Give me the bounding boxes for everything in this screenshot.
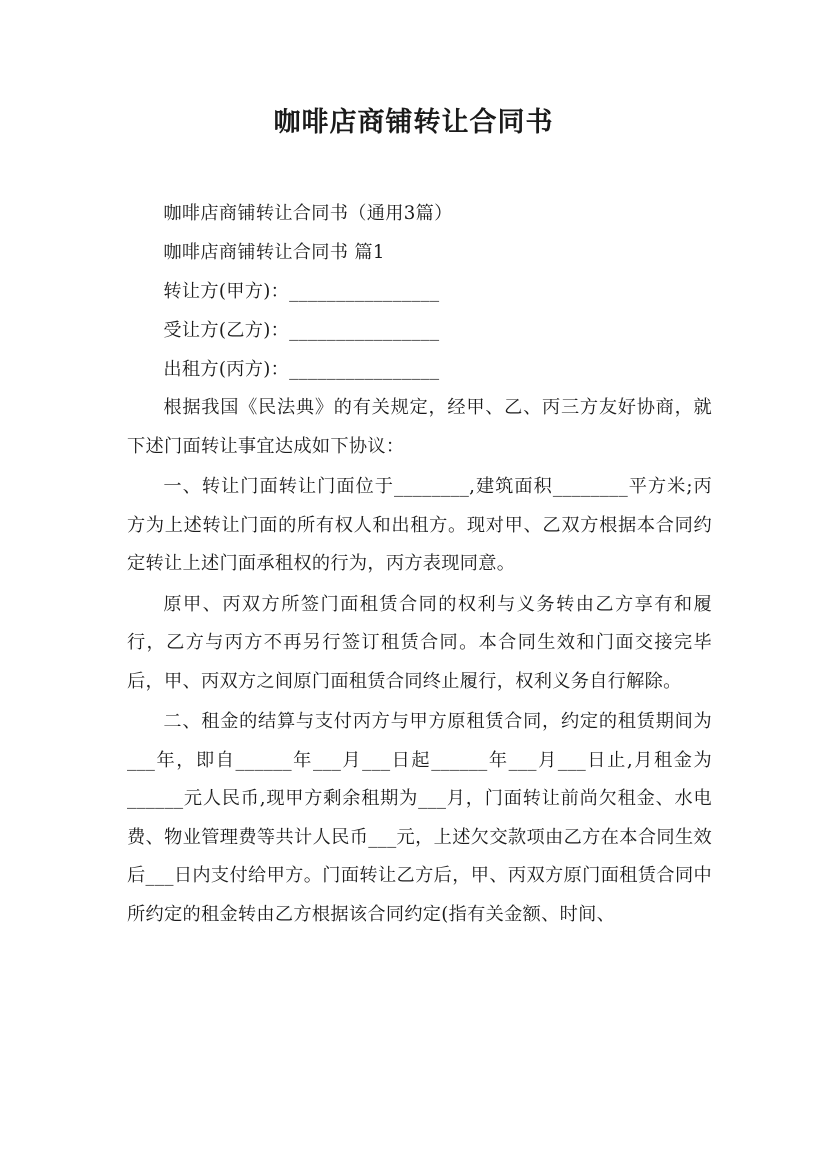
clause-2-paragraph: 二、租金的结算与支付丙方与甲方原租赁合同，约定的租赁期间为___年，即自______年___月___日起______年___月___日止,月租金为______元人民币,现甲方剩余租期为___月，门面转让前尚欠租金、水电费、物业管理费等共计人民币___元，上述欠交款项由乙方在本合同生效后___日内支付给甲方。门面转让乙方后，甲、丙双方原门面租赁合同中所约定的租金转由乙方根据该合同约定(指有关金额、时间、 xyxy=(127,711,712,925)
section-heading: 咖啡店商铺转让合同书 篇1 xyxy=(163,242,385,263)
party-a-line: 转让方(甲方)：________________ xyxy=(163,281,440,302)
party-b-line: 受让方(乙方)：________________ xyxy=(163,320,440,341)
party-c-line: 出租方(丙方)：________________ xyxy=(163,359,440,380)
clause-1b-paragraph: 原甲、丙双方所签门面租赁合同的权利与义务转由乙方享有和履行，乙方与丙方不再另行签订租赁合同。本合同生效和门面交接完毕后，甲、丙双方之间原门面租赁合同终止履行，权利义务自行解除。 xyxy=(127,593,712,692)
document-body xyxy=(127,194,712,934)
document-title: 咖啡店商铺转让合同书 xyxy=(273,107,554,138)
document-subtitle: 咖啡店商铺转让合同书（通用3篇） xyxy=(163,203,453,224)
clause-1-paragraph: 一、转让门面转让门面位于________,建筑面积________平方米;丙方为上述转让门面的所有权人和出租方。现对甲、乙双方根据本合同约定转让上述门面承租权的行为，丙方表现同意。 xyxy=(127,476,712,574)
intro-paragraph: 根据我国《民法典》的有关规定，经甲、乙、丙三方友好协商，就下述门面转让事宜达成如下协议： xyxy=(127,397,712,457)
